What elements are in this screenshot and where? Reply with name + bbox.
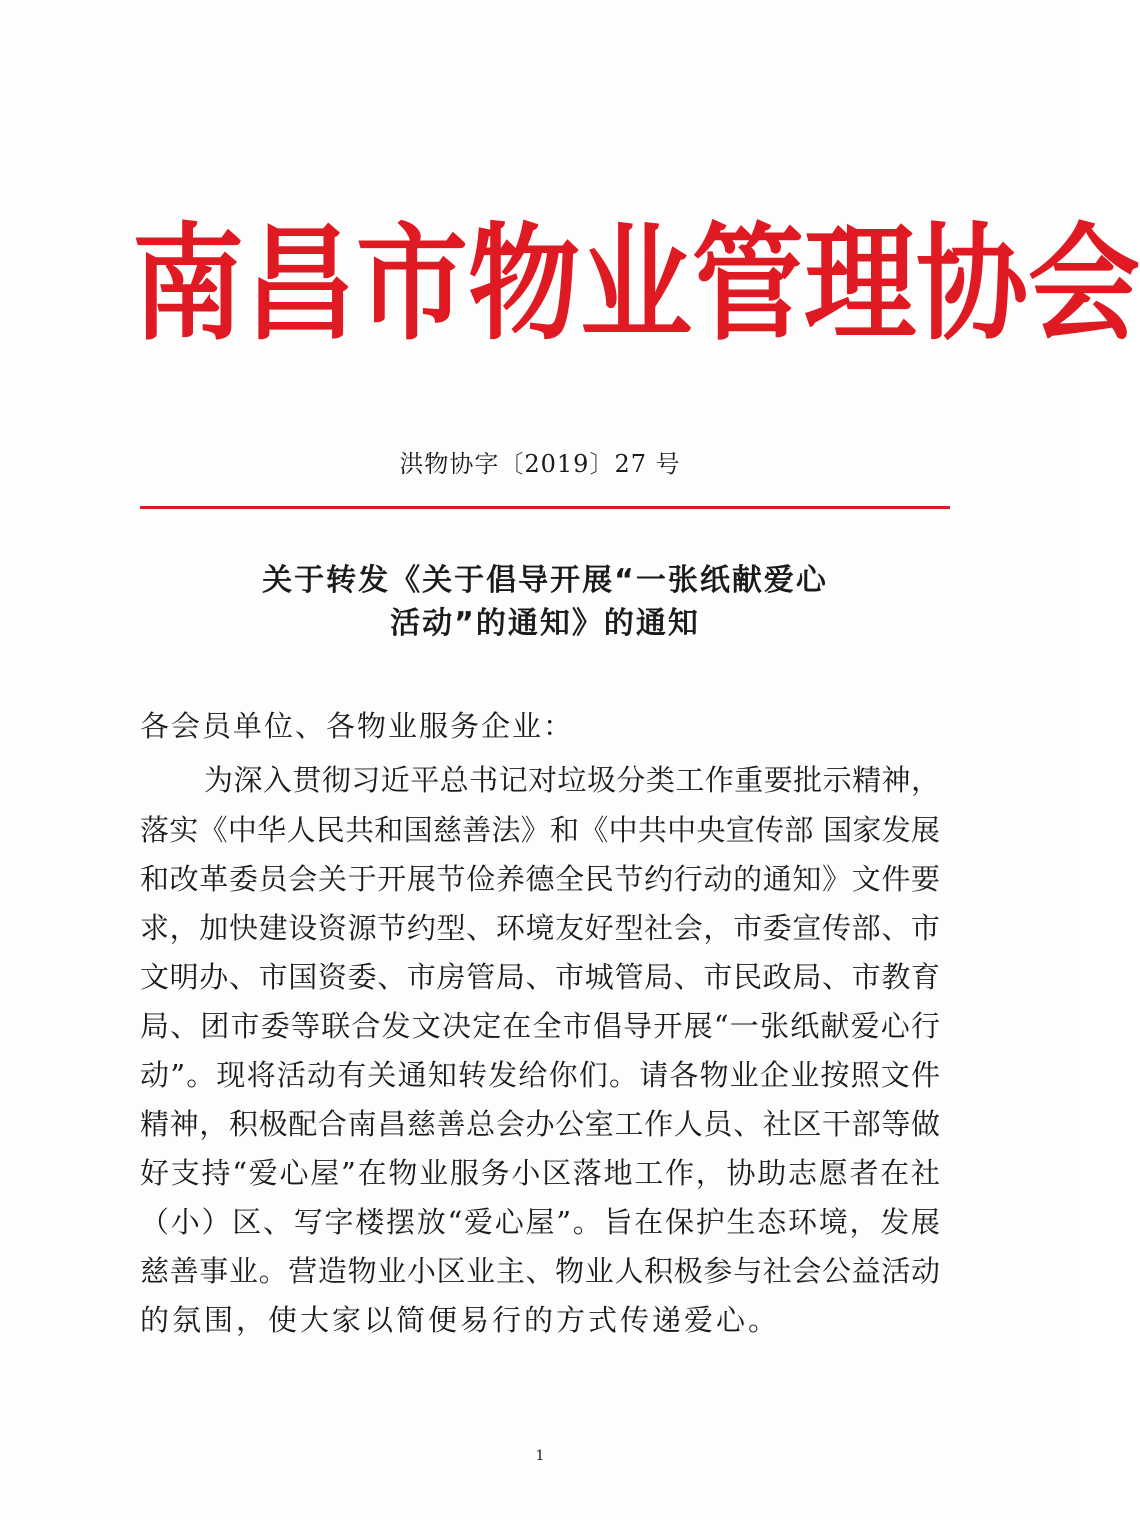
- body-line: 求，加快建设资源节约型、环境友好型社会，市委宣传部、市: [140, 911, 940, 945]
- body-line: 动”。现将活动有关通知转发给你们。请各物业企业按照文件: [140, 1058, 940, 1092]
- document-number: 洪物协字〔2019〕27 号: [399, 450, 681, 478]
- body-line: 文明办、市国资委、市房管局、市城管局、市民政局、市教育: [140, 960, 940, 994]
- masthead-char: 会: [1028, 212, 1140, 358]
- red-divider-line: [140, 506, 950, 509]
- page-number: 1: [535, 1448, 545, 1464]
- document-title-line-2: 活动”的通知》的通知: [390, 606, 700, 641]
- body-line: 慈善事业。营造物业小区业主、物业人积极参与社会公益活动: [140, 1254, 940, 1288]
- body-line: 局、团市委等联合发文决定在全市倡导开展“一张纸献爱心行: [140, 1009, 940, 1043]
- masthead-char: 理: [804, 212, 916, 358]
- masthead-char: 市: [356, 212, 468, 358]
- masthead-char: 物: [468, 212, 580, 358]
- masthead-char: 管: [692, 212, 804, 358]
- masthead-char: 昌: [244, 212, 356, 358]
- body-line: 和改革委员会关于开展节俭养德全民节约行动的通知》文件要: [140, 862, 940, 896]
- body-line: 好支持“爱心屋”在物业服务小区落地工作，协助志愿者在社: [140, 1156, 940, 1190]
- masthead-char: 协: [916, 212, 1028, 358]
- body-line: 精神，积极配合南昌慈善总会办公室工作人员、社区干部等做: [140, 1107, 940, 1141]
- salutation: 各会员单位、各物业服务企业：: [140, 709, 575, 743]
- masthead-char: 业: [580, 212, 692, 358]
- organization-masthead: [132, 212, 1140, 358]
- body-line: 为深入贯彻习近平总书记对垃圾分类工作重要批示精神，: [204, 763, 940, 797]
- masthead-char: 南: [132, 212, 244, 358]
- document-title-line-1: 关于转发《关于倡导开展“一张纸献爱心: [262, 563, 828, 598]
- body-line: （小）区、写字楼摆放“爱心屋”。旨在保护生态环境，发展: [140, 1205, 940, 1239]
- body-line: 落实《中华人民共和国慈善法》和《中共中央宣传部 国家发展: [140, 813, 940, 847]
- body-line: 的氛围，使大家以简便易行的方式传递爱心。: [140, 1303, 781, 1337]
